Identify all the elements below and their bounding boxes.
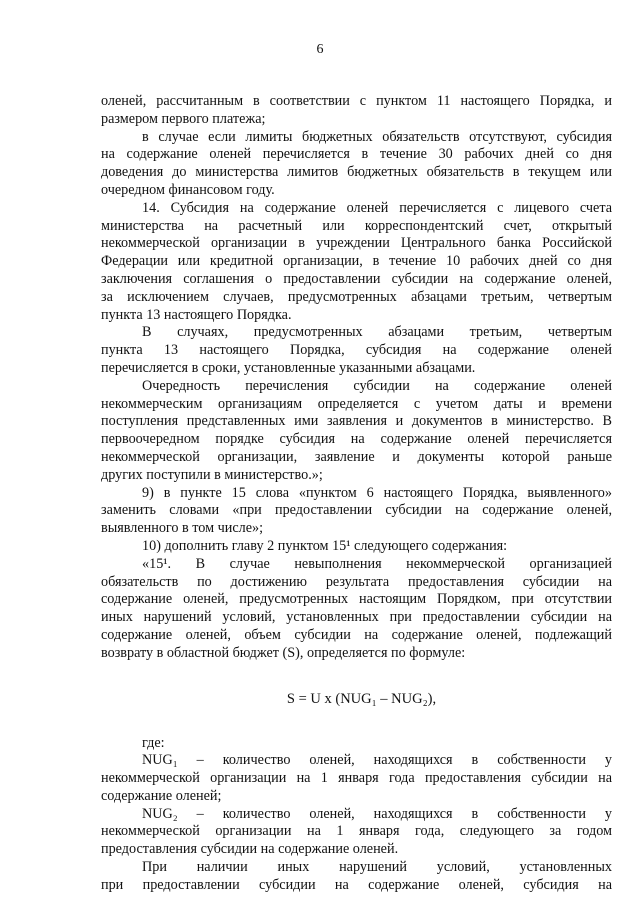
text-line: на содержание оленей перечисляется в течение 30 рабочих дней со дня [101,146,612,163]
text-line: содержание оленей, объем субсидии на содержание оленей, подлежащий [101,626,612,643]
text-line: некоммерческой организации на 1 января года, следующего за годом [101,823,612,840]
text-line: за исключением случаев, предусмотренных абзацами третьим, четвертым [101,288,612,305]
text-line: В случаях, предусмотренных абзацами третьим, четвертым [142,324,612,341]
text-line: пункта 13 настоящего Порядка, субсидия на содержание оленей [101,342,612,359]
text-line: «15¹. В случае невыполнения некоммерческой организацией [142,555,612,572]
document-body [101,93,612,895]
text-line: заключения соглашения о предоставлении субсидии на содержание оленей, [101,270,612,287]
text-line: Очередность перечисления субсидии на содержание оленей [142,377,612,394]
text-line: обязательств по достижению результата предоставления субсидии на [101,573,612,590]
text-line: первоочередном порядке субсидия на содержание оленей перечисляется [101,431,612,448]
text-line: очередном финансовом году. [101,181,275,198]
paragraphs-before-formula [101,93,612,663]
text-line: содержание оленей; [101,787,222,804]
text-line: предоставления субсидии на содержание оленей. [101,841,399,858]
text-line: выявленного в том числе»; [101,520,264,537]
paragraphs-after-formula [101,735,612,895]
text-line: министерства на расчетный или корреспондентский счет, открытый [101,217,612,234]
text-line: NUG₁ – количество оленей, находящихся в собственности у [142,752,612,769]
text-line: заменить словами «при предоставлении субсидии на содержание оленей, [101,502,612,519]
text-line: Федерации или кредитной организации, в течение 10 рабочих дней со дня [101,253,612,270]
text-line: перечисляется в сроки, установленные указанными абзацами. [101,359,476,376]
text-line: других поступили в министерство.»; [101,466,323,483]
text-line: содержание оленей, предусмотренных настоящим Порядком, при отсутствии [101,591,612,608]
formula: S = U x (NUG₁ – NUG₂), [286,690,437,707]
text-line: 10) дополнить главу 2 пунктом 15¹ следующего содержания: [142,537,508,554]
text-line: пункта 13 настоящего Порядка. [101,306,292,323]
text-line: некоммерческой организации в учреждении Центрального банка Российской [101,235,612,252]
text-line: при предоставлении субсидии на содержание оленей, субсидия на [101,876,612,893]
text-line: NUG₂ – количество оленей, находящихся в собственности у [142,805,612,822]
text-line: При наличии иных нарушений условий, установленных [142,859,612,876]
text-line: 14. Субсидия на содержание оленей перечисляется с лицевого счета [142,199,612,216]
text-line: некоммерческой организации на 1 января года предоставления субсидии на [101,770,612,787]
text-line: 9) в пункте 15 слова «пунктом 6 настоящего Порядка, выявленного» [142,484,612,501]
text-line: в случае если лимиты бюджетных обязательств отсутствуют, субсидия [142,128,612,145]
text-line: где: [142,734,165,751]
page-number: 6 [316,42,324,57]
text-line: поступления представленных ими заявления и документов в министерство. В [101,413,612,430]
text-line: некоммерческой организации, заявление и документы которой раньше [101,448,612,465]
text-line: размером первого платежа; [101,110,266,127]
text-line: возврату в областной бюджет (S), определяется по формуле: [101,644,466,661]
text-line: некоммерческим организациям определяется с учетом даты и времени [101,395,612,412]
text-line: оленей, рассчитанным в соответствии с пунктом 11 настоящего Порядка, и [101,93,612,109]
text-line: доведения до министерства лимитов бюджетных обязательств в текущем или [101,164,612,181]
text-line: иных нарушений условий, установленных при предоставлении субсидии на [101,609,612,626]
